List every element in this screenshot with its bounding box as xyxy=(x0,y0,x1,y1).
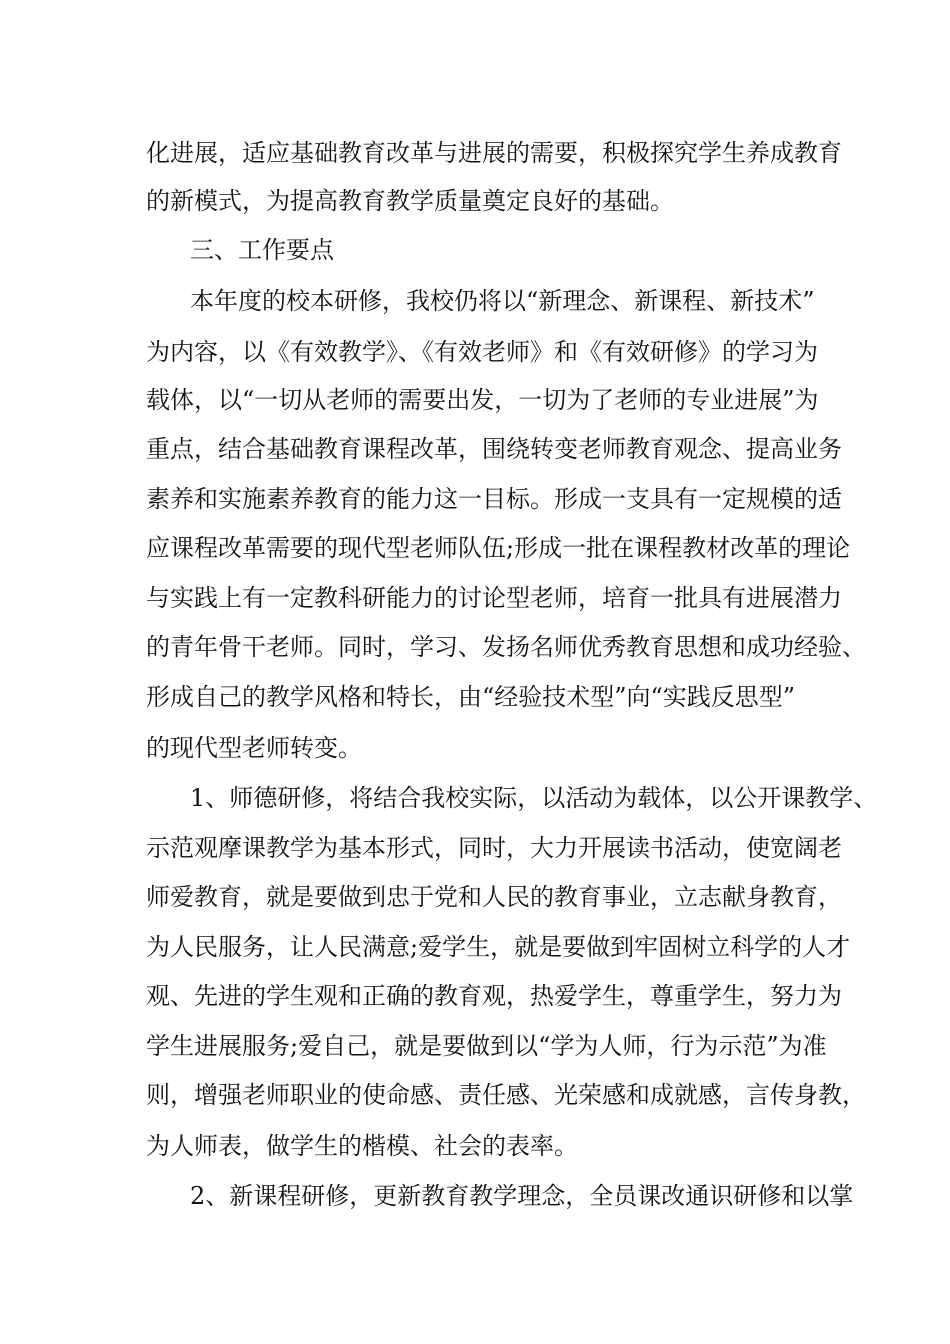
text-line: 重点，结合基础教育课程改革，围绕转变老师教育观念、提高业务 xyxy=(146,435,842,463)
text-line: 观、先进的学生观和正确的教育观，热爱学生，尊重学生，努力为 xyxy=(146,982,842,1010)
text-line: 形成自己的教学风格和特长，由“经验技术型”向“实践反思型” xyxy=(146,683,796,711)
text-line: 为人民服务，让人民满意;爱学生，就是要做到牢固树立科学的人才 xyxy=(146,933,851,961)
text-line: 2、新课程研修，更新教育教学理念，全员课改通识研修和以掌 xyxy=(190,1182,854,1210)
text-line: 载体，以“一切从老师的需要出发，一切为了老师的专业进展”为 xyxy=(146,386,819,414)
text-line: 的青年骨干老师。同时，学习、发扬名师优秀教育思想和成功经验、 xyxy=(146,633,866,661)
text-line: 与实践上有一定教科研能力的讨论型老师，培育一批具有进展潜力 xyxy=(146,584,842,612)
section-heading: 三、工作要点 xyxy=(190,236,334,264)
text-line: 化进展，适应基础教育改革与进展的需要，积极探究学生养成教育 xyxy=(146,139,842,167)
text-line: 示范观摩课教学为基本形式，同时，大力开展读书活动，使宽阔老 xyxy=(146,834,842,862)
text-line: 则，增强老师职业的使命感、责任感、光荣感和成就感，言传身教， xyxy=(146,1081,866,1109)
text-line: 本年度的校本研修，我校仍将以“新理念、新课程、新技术” xyxy=(190,287,815,315)
text-line: 的新模式，为提高教育教学质量奠定良好的基础。 xyxy=(146,187,674,215)
text-line: 为内容，以《有效教学》、《有效老师》和《有效研修》的学习为 xyxy=(146,338,818,366)
text-line: 1、师德研修，将结合我校实际，以活动为载体，以公开课教学、 xyxy=(190,784,878,812)
text-line: 素养和实施素养教育的能力这一目标。形成一支具有一定规模的适 xyxy=(146,485,842,513)
text-line: 应课程改革需要的现代型老师队伍;形成一批在课程教材改革的理论 xyxy=(146,534,851,562)
text-line: 的现代型老师转变。 xyxy=(146,734,362,762)
text-line: 师爱教育，就是要做到忠于党和人民的教育事业，立志献身教育， xyxy=(146,883,842,911)
text-line: 为人师表，做学生的楷模、社会的表率。 xyxy=(146,1132,578,1160)
text-line: 学生进展服务;爱自己，就是要做到以“学为人师，行为示范”为准 xyxy=(146,1032,827,1060)
